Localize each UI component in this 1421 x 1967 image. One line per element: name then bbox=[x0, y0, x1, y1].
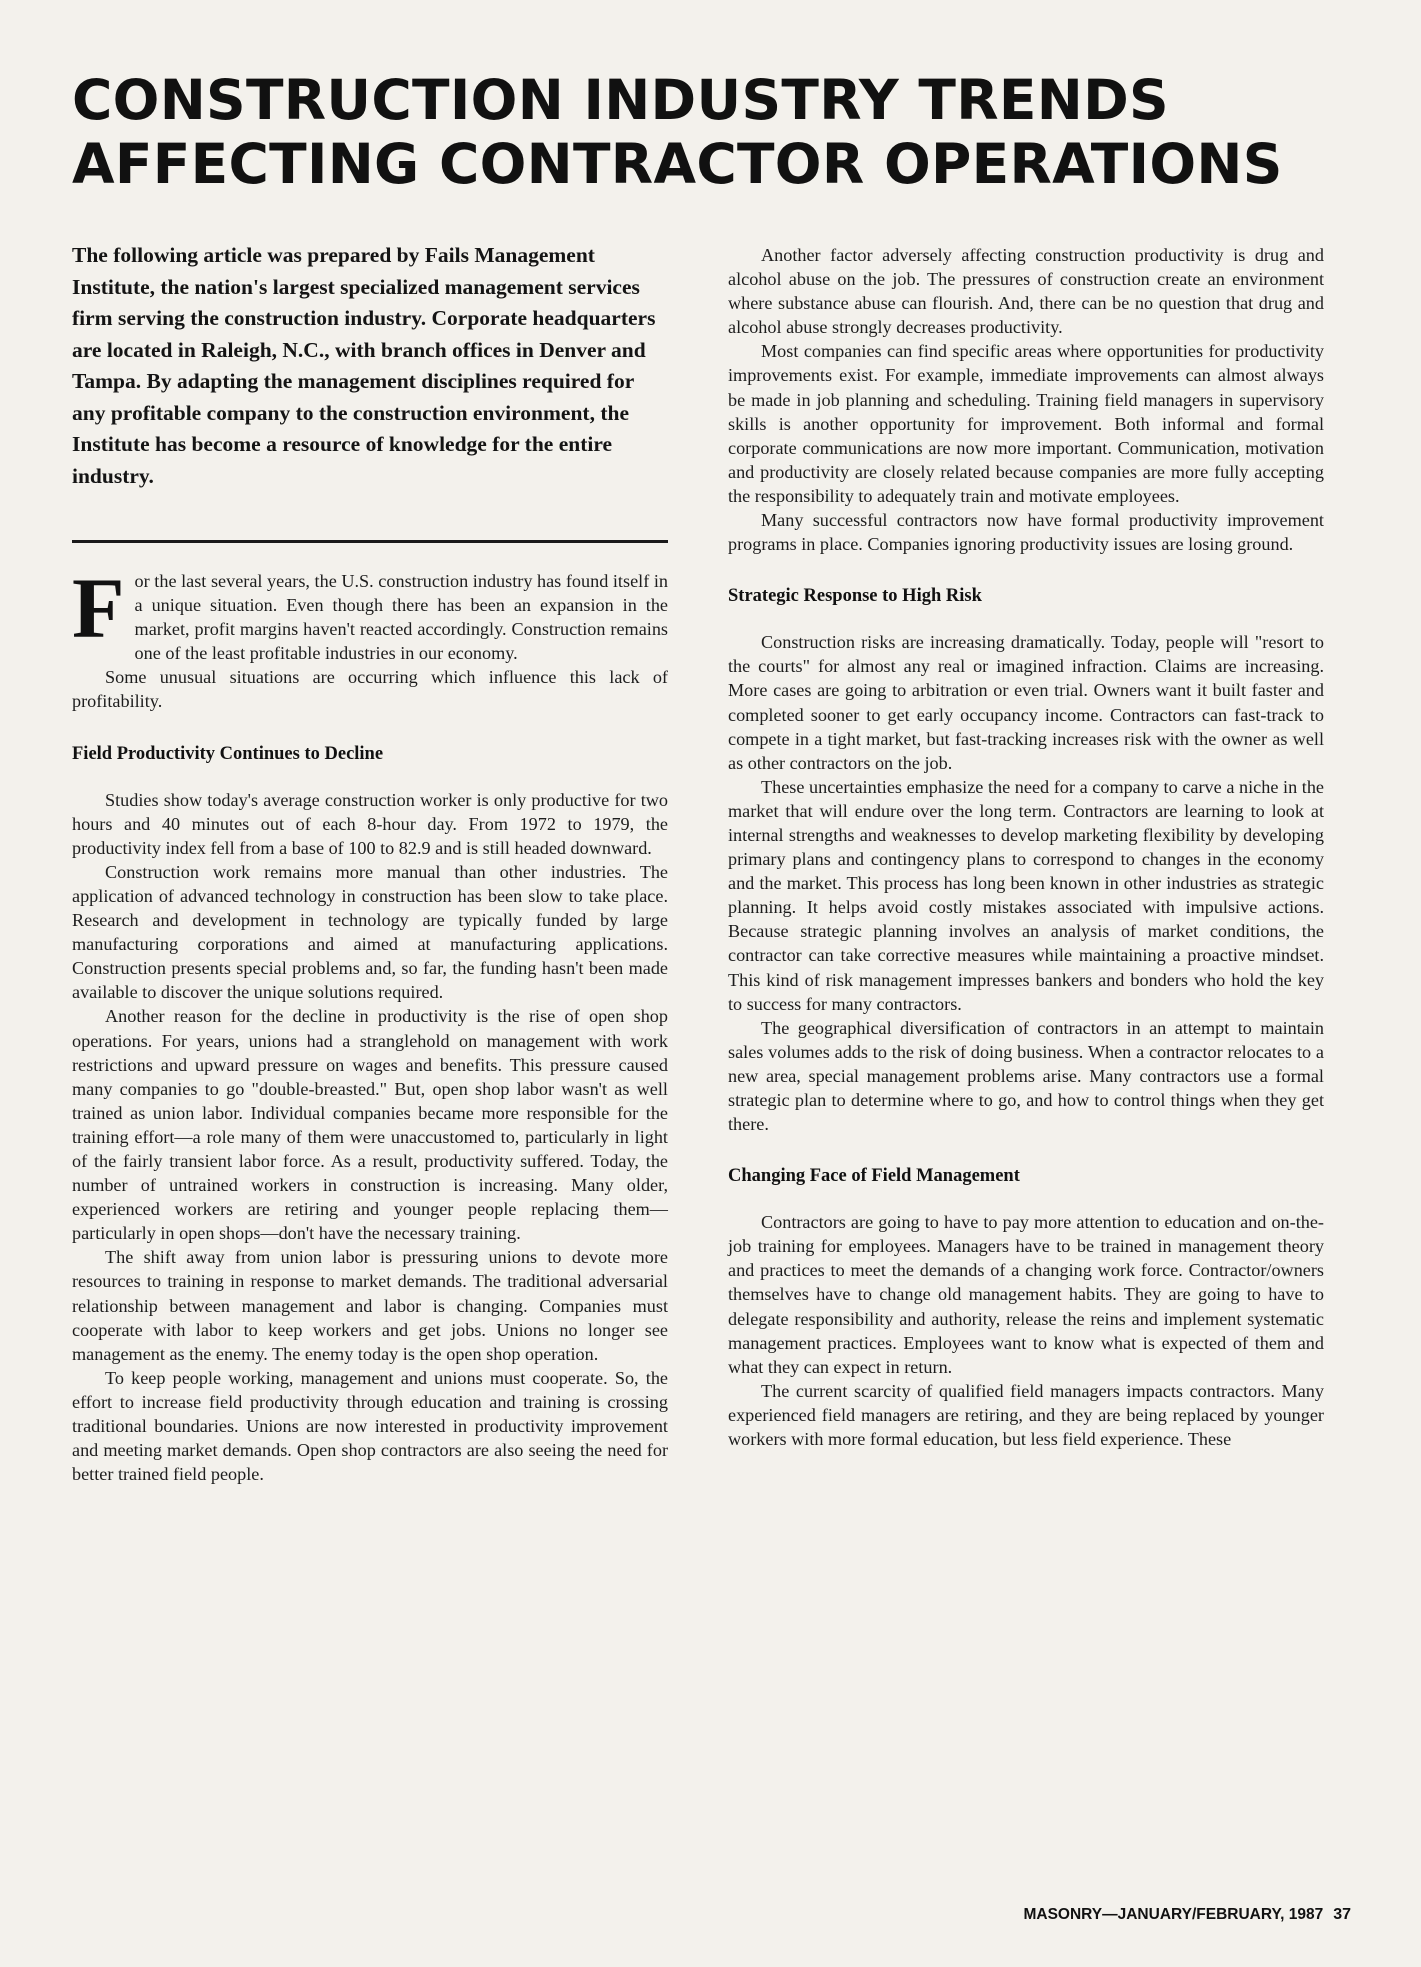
body-paragraph: Contractors are going to have to pay more attention to education and on-the-job training for employees. Managers have to be trained in management theory and practices to meet the demands of a changing work force. Contractor/owners themselves have to change old management habits. They are going to have to delegate responsibility and authority, release the reins and implement systematic management practices. Employees want to know what is expected of them and what they can expect in return. bbox=[728, 1212, 1324, 1377]
body-paragraph: Studies show today's average construction worker is only productive for two hours and 40 minutes out of each 8-hour day. From 1972 to 1979, the productivity index fell from a base of 100 to 82.9 and is still headed downward. bbox=[72, 789, 668, 858]
page-number: 37 bbox=[1333, 1906, 1351, 1923]
left-column bbox=[72, 240, 668, 1486]
body-paragraph: The current scarcity of qualified field managers impacts contractors. Many experienced field managers are retiring, and they are being replaced by younger workers with more formal education, but less field experience. These bbox=[728, 1380, 1324, 1450]
body-paragraph: Another reason for the decline in productivity is the rise of open shop operations. For years, unions had a stranglehold on management with work restrictions and upward pressure on wages and benefits. This pressure caused many companies to go "double-breasted." But, open shop labor wasn't as well trained as union labor. Individual companies became more responsible for the training effort—a role many of them were unaccustomed to, particularly in light of the fairly transient labor force. As a result, productivity suffered. Today, the number of untrained workers in construction is increasing. Many older, experienced workers are retiring and younger people replacing them—particularly in open shops—don't have the necessary training. bbox=[72, 1006, 668, 1244]
body-paragraph: The geographical diversification of contractors in an attempt to maintain sales volumes adds to the risk of doing business. When a contractor relocates to a new area, special management problems arise. Many contractors use a formal strategic plan to determine where to go, and how to control things when they get there. bbox=[728, 1017, 1324, 1135]
headline-line-1: CONSTRUCTION INDUSTRY TRENDS bbox=[72, 68, 1169, 132]
page-footer bbox=[1023, 1906, 1351, 1924]
article-headline bbox=[72, 68, 1362, 196]
body-paragraph: Construction work remains more manual than other industries. The application of advanced technology in construction has been slow to take place. Research and development in technology are typically funded by large manufacturing corporations and aimed at manufacturing applications. Construction presents special problems and, so far, the funding hasn't been made available to discover the unique solutions required. bbox=[72, 861, 668, 1003]
intro-blurb: The following article was prepared by Fails Management Institute, the nation's largest specialized management services firm serving the construction industry. Corporate headquarters are located in Raleigh, N.C., with branch offices in Denver and Tampa. By adapting the management disciplines required for any profitable company to the construction environment, the Institute has become a resource of knowledge for the entire industry. bbox=[72, 243, 656, 488]
body-paragraph: To keep people working, management and unions must cooperate. So, the effort to increase field productivity through education and training is crossing traditional boundaries. Unions are now interested in productivity improvement and meeting market demands. Open shop contractors are also seeing the need for better trained field people. bbox=[72, 1367, 668, 1485]
section-heading-field-productivity: Field Productivity Continues to Decline bbox=[72, 743, 384, 764]
body-paragraph: These uncertainties emphasize the need for a company to carve a niche in the market that will endure over the long term. Contractors are learning to look at internal strengths and weaknesses to develop marketing flexibility by developing primary plans and contingency plans to correspond to changes in the economy and the market. This process has long been known in other industries as strategic planning. It helps avoid costly mistakes associated with impulsive actions. Because strategic planning involves an analysis of market conditions, the contractor can take corrective measures while maintaining a proactive mindset. This kind of risk management impresses bankers and bonders who hold the key to success for many contractors. bbox=[728, 776, 1324, 1014]
publication-line: MASONRY—JANUARY/FEBRUARY, 1987 bbox=[1023, 1906, 1324, 1923]
drop-cap: F bbox=[72, 560, 125, 656]
section-divider bbox=[72, 540, 668, 543]
body-paragraph: Some unusual situations are occurring which influence this lack of profitability. bbox=[72, 667, 668, 712]
opening-text: or the last several years, the U.S. construction industry has found itself in a unique situation. Even though there has been an expansion in the market, profit margins haven't reacted accordingly. Construction remains one of the least profitable industries in our economy. bbox=[134, 571, 668, 664]
body-paragraph: Many successful contractors now have formal productivity improvement programs in place. Companies ignoring productivity issues are losing ground. bbox=[728, 510, 1324, 555]
headline-line-2: AFFECTING CONTRACTOR OPERATIONS bbox=[72, 132, 1283, 196]
section-heading-strategic-response: Strategic Response to High Risk bbox=[728, 586, 982, 607]
body-paragraph: Most companies can find specific areas where opportunities for productivity improvements exist. For example, immediate improvements can almost always be made in job planning and scheduling. Training field managers in supervisory skills is another opportunity for improvement. Both informal and formal corporate communications are now more important. Communication, motivation and productivity are closely related because companies are more fully accepting the responsibility to adequately train and motivate employees. bbox=[728, 341, 1324, 506]
body-paragraph: The shift away from union labor is pressuring unions to devote more resources to training in response to market demands. The traditional adversarial relationship between management and labor is changing. Companies must cooperate with labor to keep workers and get jobs. Unions no longer see management as the enemy. The enemy today is the open shop operation. bbox=[72, 1247, 668, 1364]
body-paragraph: Another factor adversely affecting construction productivity is drug and alcohol abuse on the job. The pressures of construction create an environment where substance abuse can flourish. And, there can be no question that drug and alcohol abuse strongly decreases productivity. bbox=[728, 245, 1324, 338]
opening-paragraph bbox=[72, 560, 668, 665]
body-paragraph: Construction risks are increasing dramatically. Today, people will "resort to the courts" for almost any real or imagined infraction. Claims are increasing. More cases are going to arbitration or even trial. Owners want it built faster and completed sooner to get early occupancy income. Contractors can fast-track to compete in a tight market, but fast-tracking increases risk with the owner as well as other contractors on the job. bbox=[728, 632, 1324, 773]
right-column bbox=[728, 243, 1324, 1451]
section-heading-field-management: Changing Face of Field Management bbox=[728, 1166, 1020, 1187]
